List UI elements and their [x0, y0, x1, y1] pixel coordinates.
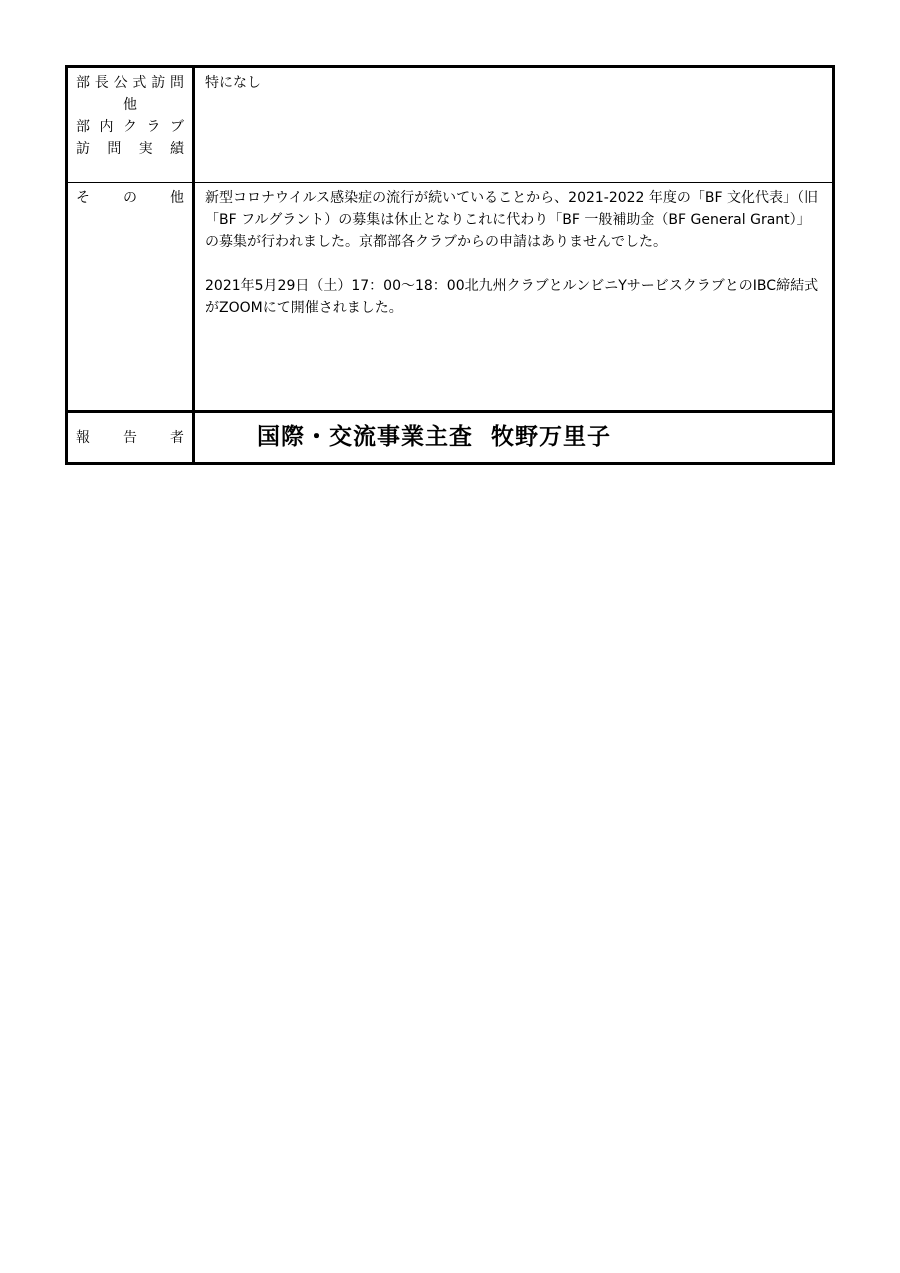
reporter-signature [257, 422, 611, 452]
content-official-visits [195, 68, 832, 182]
visits-text: 特になし [205, 75, 261, 91]
other-paragraph: 2021年5月29日（土）17：00～18：00北九州クラブとルンビニYサービスクラブとのIBC締結式がZOOMにて開催されました。 [205, 278, 819, 316]
reporter-name: 牧野万里子 [491, 424, 611, 450]
label-line: 他 [123, 97, 137, 113]
label-line: 部 内 ク ラ ブ [76, 119, 184, 135]
reporter-title: 国際・交流事業主査 [257, 424, 473, 450]
label-reporter [68, 413, 195, 462]
label-other [68, 183, 195, 410]
label-official-visits [68, 68, 195, 182]
content-reporter [195, 413, 832, 462]
other-paragraph: 新型コロナウイルス感染症の流行が続いていることから、2021-2022 年度の「BF 文化代表」（旧「BF フルグラント）の募集は休止となりこれに代わり「BF 一般補助金（BF General Grant）」の募集が行われました。京都部各クラブからの申請はありませんでした。 [205, 190, 819, 250]
content-other [195, 183, 832, 410]
row-other [68, 183, 832, 413]
label-line: そ の 他 [76, 190, 184, 206]
report-table [65, 65, 835, 465]
label-line: 訪 問 実 績 [76, 141, 184, 157]
row-official-visits [68, 68, 832, 183]
label-line: 部 長 公 式 訪 問 [76, 75, 184, 91]
label-line: 報 告 者 [76, 430, 184, 446]
row-reporter [68, 413, 832, 462]
